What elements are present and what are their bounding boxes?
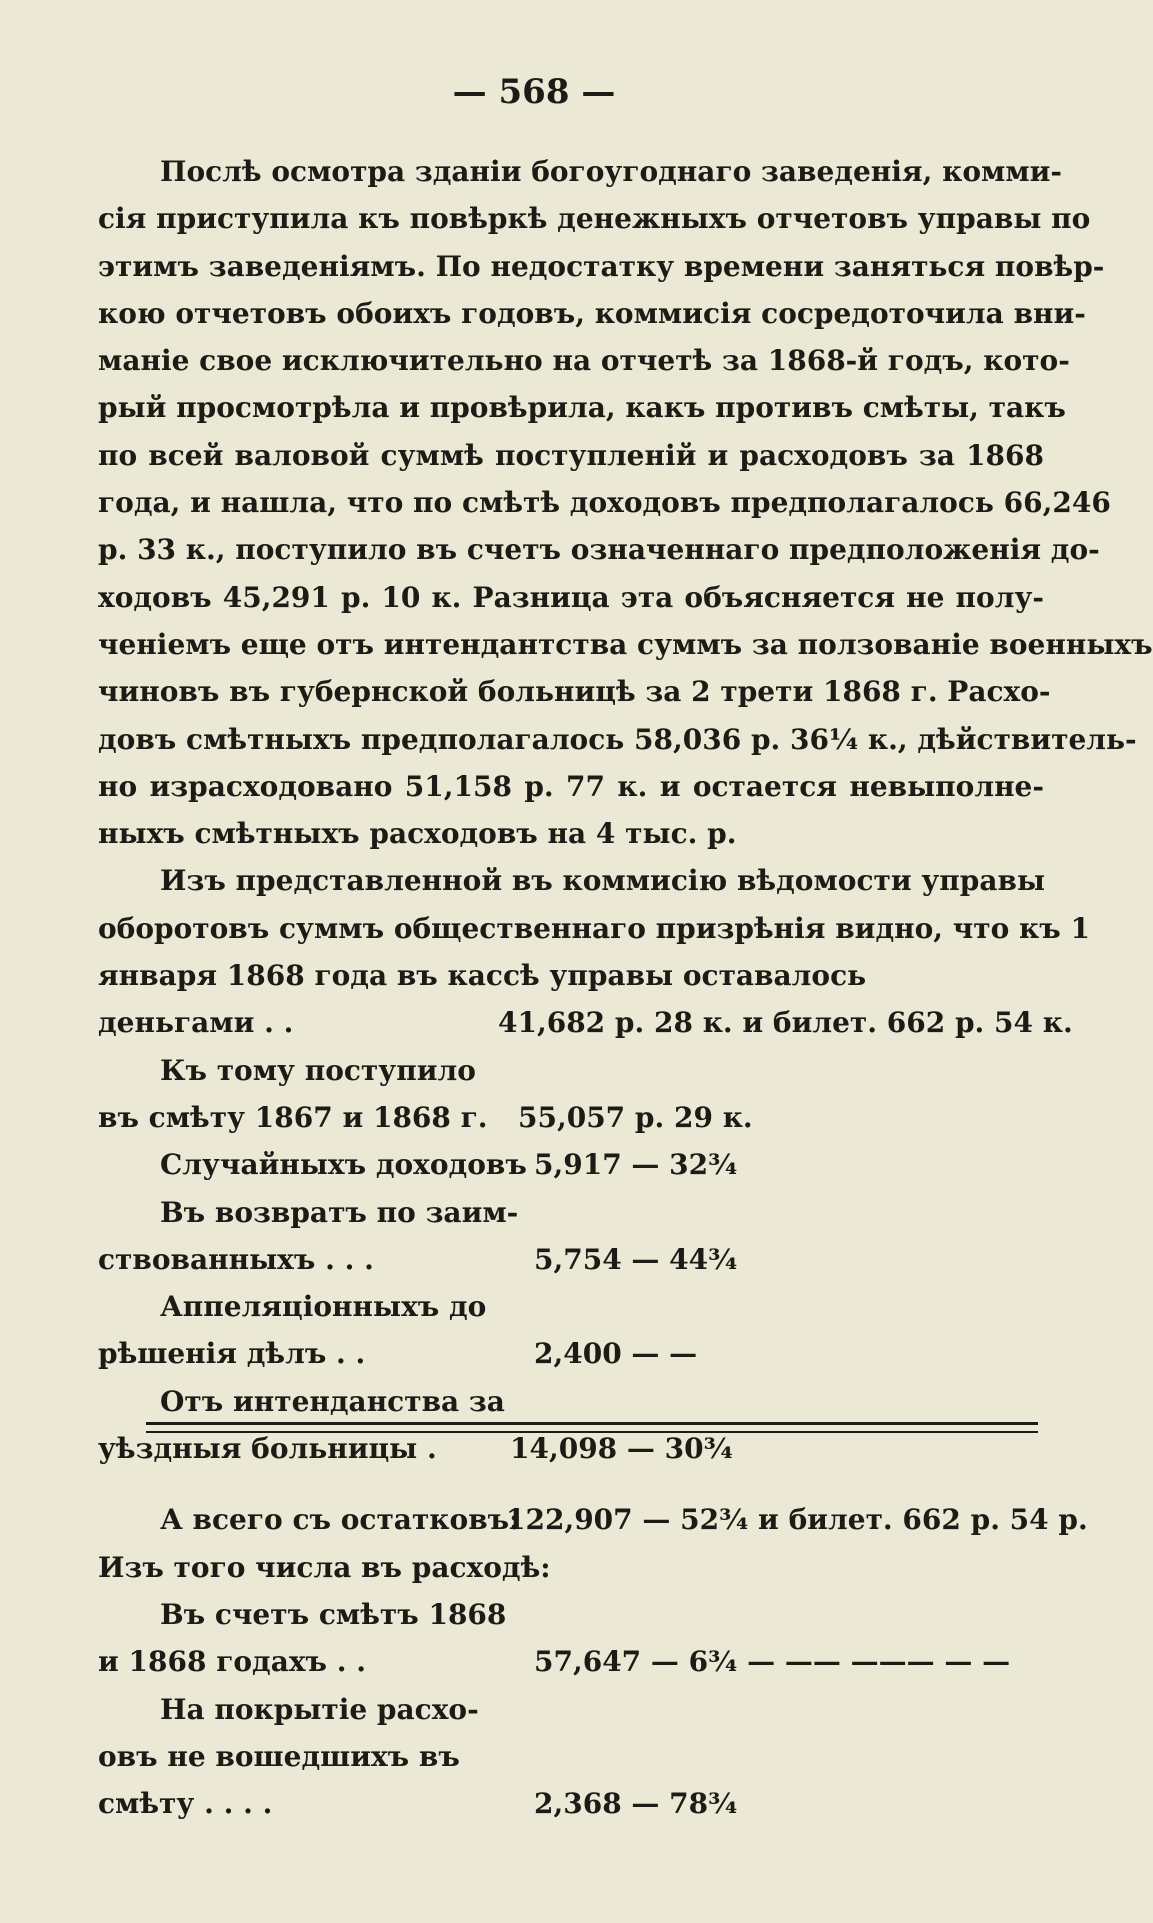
text-line: этимъ заведеніямъ. По недостатку времени заняться повѣр- bbox=[98, 249, 1105, 283]
ledger-amount: 2,368 — 78¾ bbox=[534, 1787, 738, 1821]
text-line: рый просмотрѣла и провѣрила, какъ противъ смѣты, такъ bbox=[98, 391, 1066, 425]
text-line: ныхъ смѣтныхъ расходовъ на 4 тыс. р. bbox=[98, 817, 737, 851]
text-line: года, и нашла, что по смѣтѣ доходовъ предполагалось 66,246 bbox=[98, 486, 1111, 520]
ledger-label: Аппеляціонныхъ до bbox=[160, 1290, 487, 1324]
ledger-row-expense-intro bbox=[98, 1544, 1044, 1591]
ledger-label: Къ тому поступило bbox=[160, 1053, 476, 1087]
ledger-label: рѣшенія дѣлъ . . bbox=[98, 1337, 366, 1371]
ledger-label: смѣту . . . . bbox=[98, 1787, 273, 1821]
ledger-label: Въ счетъ смѣтъ 1868 bbox=[160, 1597, 507, 1631]
text-line: довъ смѣтныхъ предполагалось 58,036 р. 36¼ к., дѣйствитель- bbox=[98, 722, 1137, 756]
text-line: Изъ представленной въ коммисію вѣдомости управы bbox=[160, 864, 1046, 898]
text-line: по всей валовой суммѣ поступленій и расходовъ за 1868 bbox=[98, 438, 1044, 472]
ledger-row-intend-a bbox=[98, 1378, 1044, 1425]
ledger-row-random bbox=[98, 1141, 1044, 1188]
text-line: кою отчетовъ обоихъ годовъ, коммисія сосредоточила вни- bbox=[98, 296, 1086, 330]
ledger-amount: 55,057 р. 29 к. bbox=[518, 1100, 753, 1134]
page-number: — 568 — bbox=[452, 72, 616, 112]
ledger-row-cash bbox=[98, 999, 1073, 1046]
text-line: чиновъ въ губернской больницѣ за 2 трети 1868 г. Расхо- bbox=[98, 675, 1051, 709]
ledger-amount: 122,907 — 52¾ и билет. 662 р. 54 р. bbox=[506, 1503, 1088, 1537]
ledger-amount: 57,647 — 6¾ — —— ——— — — bbox=[534, 1645, 1011, 1679]
ledger-amount: 5,917 — 32¾ bbox=[534, 1148, 738, 1182]
text-line: ходовъ 45,291 р. 10 к. Разница эта объясняется не полу- bbox=[98, 580, 1044, 614]
ledger-row-return-b bbox=[98, 1236, 1044, 1283]
ledger-row-appeal-a bbox=[98, 1283, 1044, 1330]
ledger-row-exp2-c bbox=[98, 1780, 1044, 1827]
ledger-label: уѣздныя больницы . bbox=[98, 1432, 437, 1466]
ledger-label: и 1868 годахъ . . bbox=[98, 1645, 366, 1679]
ledger-amount: 2,400 — — bbox=[534, 1337, 698, 1371]
ledger-amount: 41,682 р. 28 к. и билет. 662 р. 54 к. bbox=[498, 1006, 1073, 1040]
ledger-row-total bbox=[98, 1496, 1088, 1543]
text-line: р. 33 к., поступило въ счетъ означеннаго предположенія до- bbox=[98, 533, 1100, 567]
ledger-label: Случайныхъ доходовъ bbox=[160, 1148, 527, 1182]
text-line: января 1868 года въ кассѣ управы оставалось bbox=[98, 959, 867, 993]
text-line: ченіемъ еще отъ интендантства суммъ за ползованіе военныхъ bbox=[98, 627, 1153, 661]
ledger-row-exp2-a bbox=[98, 1686, 1044, 1733]
text-line: оборотовъ суммъ общественнаго призрѣнія видно, что къ 1 bbox=[98, 911, 1090, 945]
text-line: но израсходовано 51,158 р. 77 к. и остается невыполне- bbox=[98, 769, 1044, 803]
ledger-row-return-a bbox=[98, 1189, 1044, 1236]
total-rule bbox=[146, 1422, 1038, 1433]
ledger-label: Въ возвратъ по заим- bbox=[160, 1195, 519, 1229]
ledger-row-exp2-b bbox=[98, 1733, 1044, 1780]
ledger-label: ствованныхъ . . . bbox=[98, 1242, 374, 1276]
ledger-row-smeta bbox=[98, 1094, 1044, 1141]
ledger-label: Изъ того числа въ расходѣ: bbox=[98, 1550, 551, 1584]
ledger-row-appeal-b bbox=[98, 1330, 1044, 1377]
text-line: сія приступила къ повѣркѣ денежныхъ отчетовъ управы по bbox=[98, 202, 1091, 236]
body-text bbox=[98, 148, 1153, 1827]
ledger-label: Отъ интенданства за bbox=[160, 1384, 505, 1418]
ledger-label: въ смѣту 1867 и 1868 г. bbox=[98, 1100, 488, 1134]
ledger-label: А всего съ остатковъ: bbox=[160, 1503, 520, 1537]
ledger-label: деньгами . . bbox=[98, 1006, 294, 1040]
ledger-row-exp1-a bbox=[98, 1591, 1044, 1638]
ledger-amount: 5,754 — 44¾ bbox=[534, 1242, 738, 1276]
ledger-amount: 14,098 — 30¾ bbox=[510, 1432, 733, 1466]
ledger-label: На покрытіе расхо- bbox=[160, 1692, 479, 1726]
text-line: маніе свое исключительно на отчетѣ за 1868-й годъ, кото- bbox=[98, 344, 1070, 378]
text-line: Послѣ осмотра зданіи богоугоднаго заведенія, комми- bbox=[160, 155, 1063, 188]
ledger-label: овъ не вошедшихъ въ bbox=[98, 1739, 460, 1773]
ledger-row-exp1-b bbox=[98, 1638, 1044, 1685]
ledger-row-intro bbox=[98, 1047, 1044, 1094]
